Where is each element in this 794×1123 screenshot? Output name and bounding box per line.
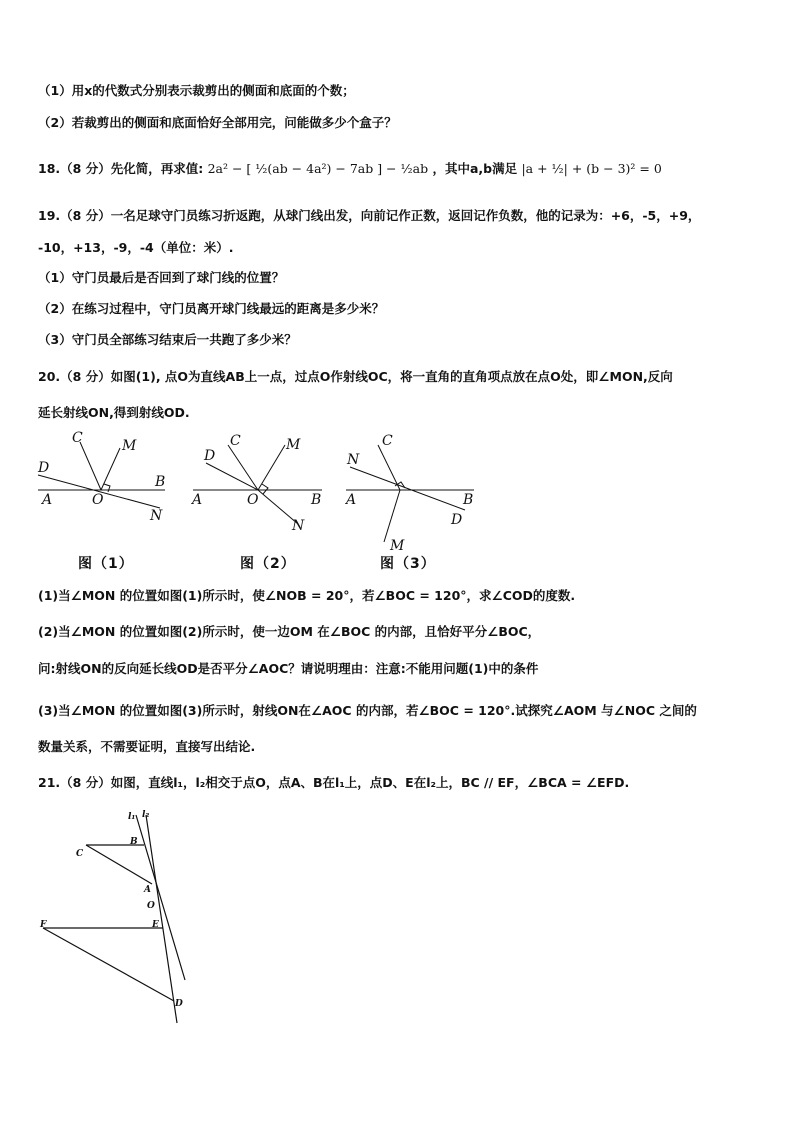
q19-line1: 19.（8 分）一名足球守门员练习折返跑，从球门线出发，向前记作正数，返回记作负数，他的记录为：+6，-5，+9， [38, 208, 701, 223]
q20-figures [0, 430, 794, 570]
fig1-label-o: O [92, 492, 104, 508]
fig21-label-d: D [175, 999, 183, 1009]
fig-caption-2: 图（2） [240, 556, 296, 572]
q20-sub2a: (2)当∠MON 的位置如图(2)所示时，使一边OM 在∠BOC 的内部，且恰好平分∠BOC， [38, 624, 541, 639]
fig21-label-l1: l₁ [128, 812, 136, 822]
fig3-label-m: M [390, 538, 405, 554]
fig3-label-a: A [346, 492, 357, 508]
q17-sub2: （2）若裁剪出的侧面和底面恰好全部用完，问能做多少个盒子？ [38, 115, 397, 130]
q20-line1: 20.（8 分）如图(1), 点O为直线AB上一点，过点O作射线OC，将一直角的直角项点放在点O处，即∠MON,反向 [38, 369, 673, 384]
q18-condition: |a + ½| + (b − 3)² = 0 [521, 161, 662, 176]
fig-caption-3: 图（3） [380, 556, 436, 572]
fig1-label-c: C [72, 430, 83, 446]
fig2-label-m: M [286, 437, 301, 453]
fig1-label-d: D [38, 460, 50, 476]
q19-line2: -10，+13，-9，-4（单位：米）. [38, 240, 234, 255]
q19-sub3: （3）守门员全部练习结束后一共跑了多少米？ [38, 332, 297, 347]
fig3-label-b: B [463, 492, 474, 508]
fig21-label-o: O [147, 901, 155, 911]
q21-figure [30, 805, 250, 1035]
fig21-label-c: C [76, 849, 84, 859]
fig2-label-d: D [204, 448, 216, 464]
fig21-label-l2: l₂ [142, 810, 150, 820]
q20-sub3a: (3)当∠MON 的位置如图(3)所示时，射线ON在∠AOC 的内部，若∠BOC = 120°.试探究∠AOM 与∠NOC 之间的 [38, 703, 697, 718]
q20-sub1: (1)当∠MON 的位置如图(1)所示时，使∠NOB = 20°，若∠BOC = 120°，求∠COD的度数. [38, 588, 576, 603]
q19-sub2: （2）在练习过程中，守门员离开球门线最远的距离是多少米？ [38, 301, 385, 316]
fig1-label-a: A [42, 492, 53, 508]
fig2-label-o: O [247, 492, 259, 508]
fig21-label-e: E [152, 920, 159, 930]
q20-line2: 延长射线ON,得到射线OD. [38, 405, 190, 420]
fig1-label-n: N [150, 508, 163, 524]
q20-sub3b: 数量关系，不需要证明，直接写出结论. [38, 739, 256, 754]
fig3-label-n: N [347, 452, 360, 468]
fig2-label-b: B [311, 492, 322, 508]
fig21-label-f: F [40, 920, 47, 930]
fig3-label-c: C [382, 433, 393, 449]
fig-caption-1: 图（1） [78, 556, 134, 572]
q20-sub2b: 问:射线ON的反向延长线OD是否平分∠AOC？请说明理由：注意:不能用问题(1)中的条件 [38, 661, 539, 676]
fig3-label-d: D [451, 512, 463, 528]
fig1-label-m: M [122, 438, 137, 454]
fig2-label-n: N [292, 518, 305, 534]
q17-sub1: （1）用x的代数式分别表示裁剪出的侧面和底面的个数； [38, 83, 355, 98]
fig21-label-b: B [130, 837, 138, 847]
fig2-label-a: A [192, 492, 203, 508]
fig2-label-c: C [230, 433, 241, 449]
q18-line: 18.（8 分）先化简，再求值: 2a² − [ ½(ab − 4a²) − 7ab ] − ½ab ，其中a,b满足 |a + ½| + (b − 3)² = 0 [38, 161, 662, 176]
fig21-label-a: A [144, 885, 151, 895]
fig1-label-b: B [155, 474, 166, 490]
q19-sub1: （1）守门员最后是否回到了球门线的位置？ [38, 270, 285, 285]
q21-line1: 21.（8 分）如图，直线l₁，l₂相交于点O，点A、B在l₁上，点D、E在l₂上，BC // EF，∠BCA = ∠EFD. [38, 775, 630, 790]
q18-expression: 2a² − [ ½(ab − 4a²) − 7ab ] − ½ab [207, 161, 429, 176]
